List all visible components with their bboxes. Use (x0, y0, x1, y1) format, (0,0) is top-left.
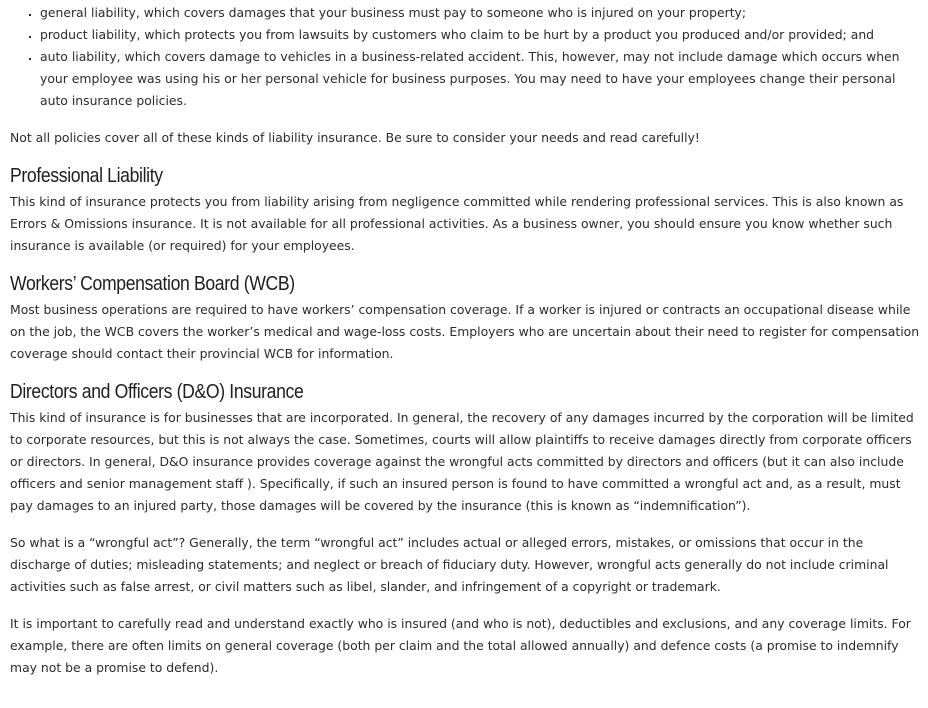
paragraph: Most business operations are required to have workers’ compensation coverage. If a worker is injured or contracts an occupational disease while on the job, the WCB covers the worker’s medical and wage-loss costs. Employers who are uncertain about their need to register for compensation coverage should contact their provincial WCB for information. (10, 302, 920, 361)
section-heading-professional-liability: Professional Liability (10, 165, 163, 187)
section-heading-wcb: Workers’ Compensation Board (WCB) (10, 273, 295, 295)
paragraph: This kind of insurance is for businesses that are incorporated. In general, the recovery of any damages incurred by the corporation will be limited to corporate resources, but this is not always the case. Sometimes, courts will allow plaintiffs to receive damages directly from corporate officers or directors. In general, D&O insurance provides coverage against the wrongful acts committed by directors and officers (but it can also include officers and senior management staff ). Specifically, if such an insured person is found to have committed a wrongful act and, as a result, must pay damages to an injured party, those damages will be covered by the insurance (this is known as “indemnification”). (10, 410, 914, 513)
list-item: ▪ product liability, which protects you from lawsuits by customers who claim to be hurt by a product you produced and/or provided; and (40, 24, 922, 46)
section-heading-dando-insurance: Directors and Officers (D&O) Insurance (10, 381, 304, 403)
liability-types-list (10, 2, 922, 112)
paragraph: So what is a “wrongful act”? Generally, the term “wrongful act” includes actual or alleged errors, mistakes, or omissions that occur in the discharge of duties; misleading statements; and neglect or breach of fiduciary duty. However, wrongful acts generally do not include criminal activities such as false arrest, or civil matters such as libel, slander, and infringement of a copyright or trademark. (10, 535, 889, 594)
paragraph: This kind of insurance protects you from liability arising from negligence committed while rendering professional services. This is also known as Errors & Omissions insurance. It is not available for all professional activities. As a business owner, you should ensure you know whether such insurance is available (or required) for your employees. (10, 194, 904, 253)
liability-note: Not all policies cover all of these kinds of liability insurance. Be sure to consider your needs and read carefully! (10, 130, 700, 145)
list-item: ▪ auto liability, which covers damage to vehicles in a business-related accident. This, however, may not include damage which occurs when your employee was using his or her personal vehicle for business purposes. You may need to have your employees change their personal auto insurance policies. (40, 46, 922, 112)
paragraph: It is important to carefully read and understand exactly who is insured (and who is not), deductibles and exclusions, and any coverage limits. For example, there are often limits on general coverage (both per claim and the total allowed annually) and defence costs (a promise to indemnify may not be a promise to defend). (10, 616, 911, 675)
list-item: ▪ general liability, which covers damages that your business must pay to someone who is injured on your property; (40, 2, 922, 24)
article-content (10, 2, 922, 679)
